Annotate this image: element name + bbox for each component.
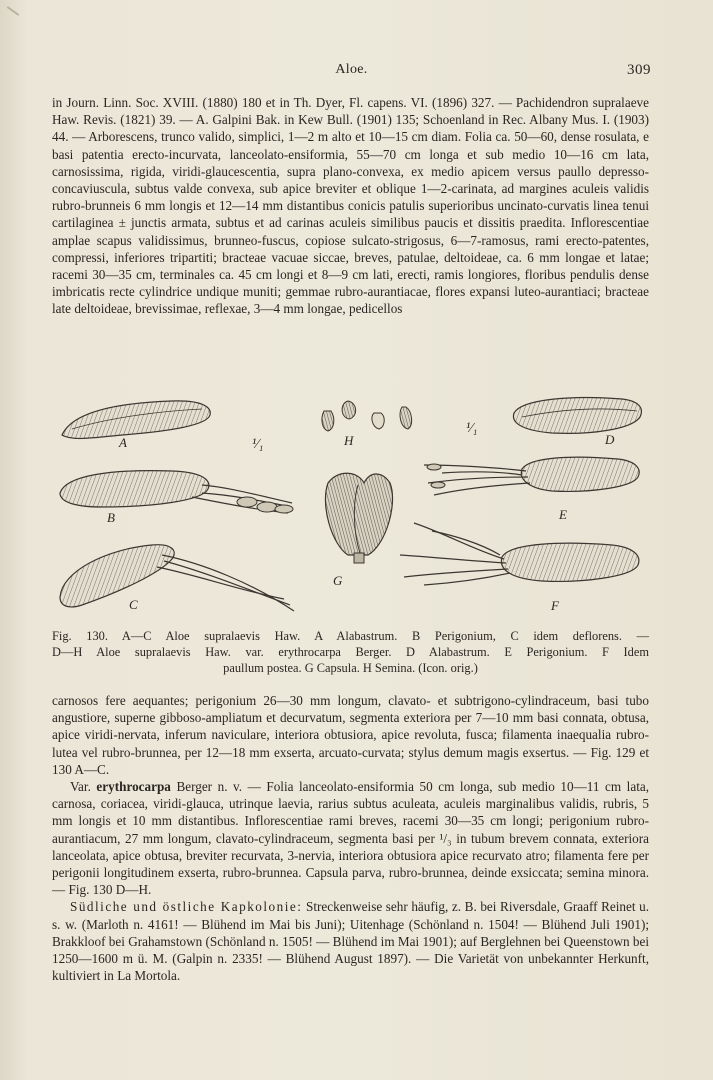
page-header bbox=[52, 62, 651, 80]
figure-label-g: G bbox=[333, 573, 343, 588]
figure-b-perigonium bbox=[60, 471, 293, 513]
paragraph-flower-description bbox=[52, 692, 649, 984]
botanical-illustration bbox=[52, 385, 649, 625]
paragraph-variety bbox=[52, 778, 649, 898]
scale-mark-left: ¹⁄₁ bbox=[252, 437, 264, 452]
paragraph-2-text: carnosos fere aequantes; perigonium 26—30 mm longum, clavato- et subtrigono-cylindraceum, basi tubo angustiore, superne gibboso-ampliatum et decurvatum, segmenta exteriora per 7—10 mm basi connata, obtusa, apice viridi-nervata, inferum naviculare, interiora obtusiora, apice revoluta, fusca; filamenta inaequalia rubro-lutea vel rubro-brunnea, per 12—18 mm exserta, arcuato-curvata; stylus demum magis exsertus. — Fig. 129 et 130 A—C. bbox=[52, 693, 649, 777]
figure-label-a: A bbox=[119, 435, 127, 450]
figure-h-semina bbox=[322, 401, 412, 431]
figure-label-e: E bbox=[559, 507, 567, 522]
figure-label-d: D bbox=[605, 432, 615, 447]
figure-label-h: H bbox=[344, 433, 354, 448]
paragraph-distribution bbox=[52, 898, 649, 984]
figure-label-c: C bbox=[129, 597, 138, 612]
caption-line-3: paullum postea. G Capsula. H Semina. (Icon. orig.) bbox=[223, 661, 478, 675]
running-head: Aloe. bbox=[335, 62, 368, 77]
paragraph-1-text: in Journ. Linn. Soc. XVIII. (1880) 180 et in Th. Dyer, Fl. capens. VI. (1896) 327. — Pachidendron supralaeve Haw. Revis. (1821) 39. — A. Galpini Bak. in Kew Bull. (1901) 135; Schoenland in Rec. Albany Mus. I. (1903) 44. — Arborescens, trunco valido, simplici, 1—2 m alto et 10—15 cm diam. Folia ca. 50—60, dense rosulata, e basi patentia erecto-incurvata, lanceolato-ensiformia, 55—70 cm longa et sub medio 10—16 cm lata, carnosissima, rigida, viridi-glaucescentia, supra plano-convexa, ex medio apicem versus paullo depresso-concaviuscula, subtus valde convexa, sub apice breviter et oblique 1—2-carinata, ad margines aculeis validis rubro-brunneis 6 mm longis et 12—14 mm distantibus conicis patulis superioribus uncinato-curvatis linea tenui cartilaginea ± junctis armata, subtus et ad carinas aculeis similibus paucis et dissitis praedita. Inflorescentiae amplae scapus validissimus, brunneo-fuscus, copiose sulcato-strigosus, 6—7-ramosus, rami erecto-patentes, compressi, inferiores tripartiti; bracteae vacuae siccae, breves, patulae, deltoideae, ca. 6 mm longae et latae; racemi 30—35 cm, terminales ca. 45 cm longi et 8—9 cm lati, erecti, ramis longiores, floribus pendulis dense imbricatis recte cylindrice undique muniti; gemmae rubro-aurantiacae, flores expansi luteo-aurantiaci; bracteae late deltoideae, brevissimae, reflexae, 3—4 mm longae, pedicellos bbox=[52, 95, 649, 317]
figure-g-capsula bbox=[325, 473, 392, 563]
scale-mark-right: ¹⁄₁ bbox=[466, 421, 478, 436]
variety-text: Berger n. v. — Folia lanceolato-ensiformia 50 cm longa, sub medio 10—11 cm lata, carnosa, coriacea, viridi-glauca, utrinque laevia, rarius subtus aculeata, aculeis marginalibus validis, rubris, 5 mm longis et 10 mm distantibus. Inflorescentiae rami breves, racemi 30—35 cm longi; perigonium rubro-aurantiacum, 27 mm longum, clavato-cylindraceum, segmenta basi per ¹/₃ in tubum brevem connata, exteriora lanceolata, apice obtusa, breviter recurvata, 3-nervia, interiora obtusiora apice recurvato atro; filamenta fere per perigonii longitudinem exserta, rubro-brunnea. Capsula parva, rubro-brunnea, deinde exsiccata; semina minora. — Fig. 130 D—H. bbox=[52, 779, 650, 898]
figure-e-perigonium bbox=[424, 457, 639, 495]
region-heading: Südliche und östliche Kapkolonie: bbox=[70, 899, 303, 915]
caption-line-1: Fig. 130. A—C Aloe supralaevis Haw. A Alabastrum. B Perigonium, C idem deflorens. — bbox=[52, 629, 649, 643]
figure-label-b: B bbox=[107, 510, 115, 525]
figure-130 bbox=[52, 385, 649, 625]
figure-caption bbox=[52, 628, 649, 676]
distribution-text: Streckenweise sehr häufig, z. B. bei Riversdale, Graaff Reinet u. s. w. (Marloth n. 4161! — Blühend im Mai bis Juni); Uitenhage (Schönland n. 1504! — Blühend Juli 1901); Brakkloof bei Grahamstown (Schönland n. 1505! — Blühend im Mai 1901); auf Berglehnen bei Queenstown bei 1250—1600 m ü. M. (Galpin n. 2335! — Blühend August 1897). — Die Varietät von unbekannter Herkunft, kultiviert in La Mortola. bbox=[52, 899, 649, 984]
variety-prefix: Var. bbox=[70, 779, 91, 795]
figure-label-f: F bbox=[551, 598, 559, 613]
paragraph-citations-description bbox=[52, 94, 649, 318]
figure-c-deflorens bbox=[60, 545, 294, 611]
figure-d-alabastrum bbox=[513, 398, 641, 434]
figure-a-alabastrum bbox=[62, 401, 210, 439]
caption-line-2: D—H Aloe supralaevis Haw. var. erythrocarpa Berger. D Alabastrum. E Perigonium. F Idem bbox=[52, 645, 649, 659]
figure-f-idem-postea bbox=[400, 523, 639, 585]
page-number: 309 bbox=[627, 62, 651, 78]
variety-name: erythrocarpa bbox=[96, 779, 171, 795]
page-edge-mark bbox=[7, 6, 20, 16]
